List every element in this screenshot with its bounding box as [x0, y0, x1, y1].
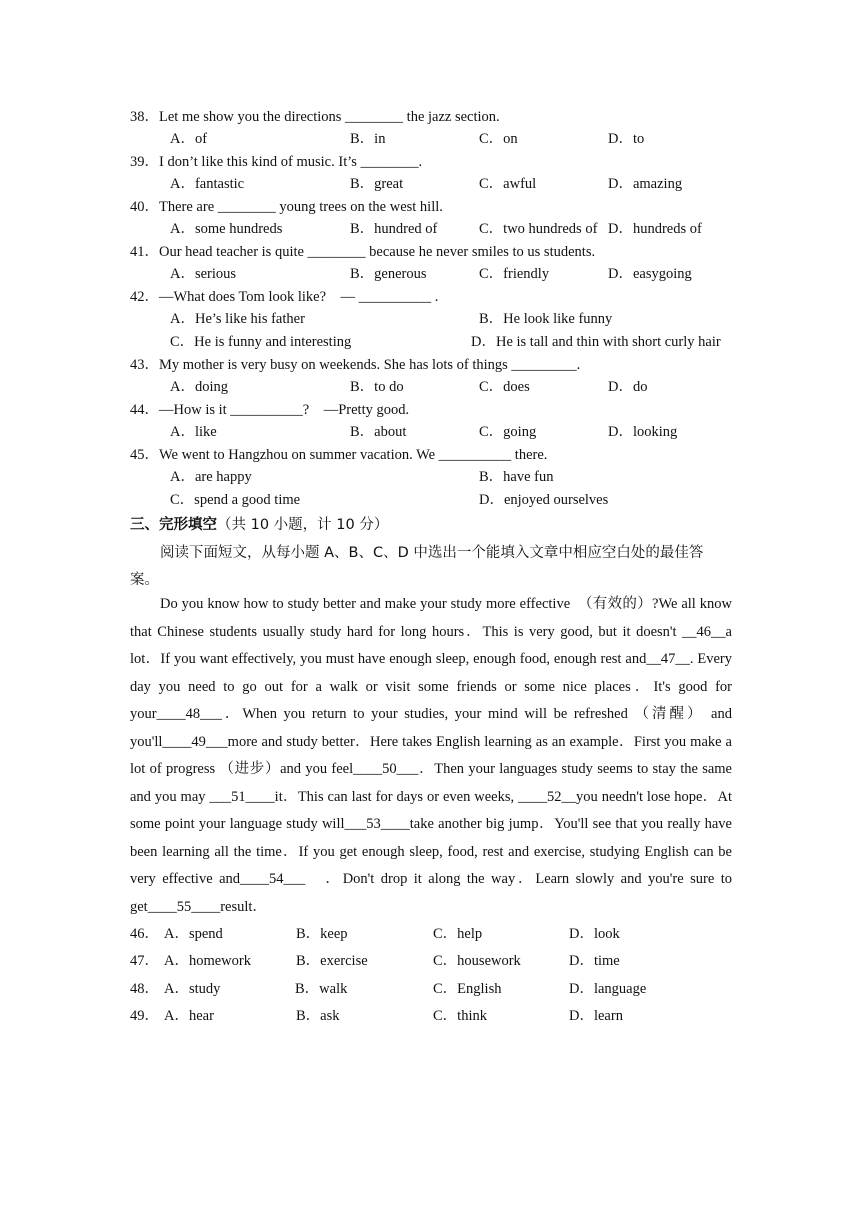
question-number: 42: [130, 289, 145, 305]
question-number: 44: [130, 402, 145, 418]
option-b: B．about: [350, 424, 407, 440]
option-d: D．do: [608, 379, 648, 395]
cloze-question-46: [130, 921, 735, 948]
option-b: B．generous: [350, 266, 427, 282]
question-43: 43．My mother is very busy on weekends. She has lots of things _________. A．doing B．to do C．does D．do: [130, 354, 735, 399]
option-a: A．are happy: [170, 469, 252, 485]
option-d: D．easygoing: [608, 266, 692, 282]
option-d: D．hundreds of: [608, 221, 702, 237]
option-a: A．like: [170, 424, 217, 440]
option-a: A．serious: [170, 266, 237, 282]
question-39: 39．I don’t like this kind of music. It’s ________. A．fantastic B．great C．awful D．amazing: [130, 151, 735, 196]
question-number: 40: [130, 199, 145, 215]
option-c: C．two hundreds of: [479, 221, 598, 237]
section-title: 三、完形填空: [130, 517, 217, 533]
option-c: C．awful: [479, 176, 537, 192]
question-number: 48．: [130, 981, 159, 997]
option-d: D．He is tall and thin with short curly hair: [471, 333, 721, 350]
option-d: D．time: [569, 953, 620, 969]
question-number: 47．: [130, 953, 159, 969]
option-a: A．homework: [164, 953, 251, 969]
section-heading: [130, 514, 388, 536]
question-45: 45．We went to Hangzhou on summer vacation. We __________ there. A．are happy B．have fun C．spend a good time D．enjoyed ourselves: [130, 444, 735, 511]
question-number: 38: [130, 109, 145, 125]
option-c: C．does: [479, 379, 530, 395]
question-number: 43: [130, 357, 145, 373]
cloze-question-47: [130, 948, 735, 975]
option-c: C．housework: [433, 953, 521, 969]
option-a: A．doing: [170, 379, 228, 395]
option-b: B．in: [350, 131, 386, 147]
question-number: 45: [130, 447, 145, 463]
question-stem: —What does Tom look like? — __________ .: [159, 289, 439, 305]
option-d: D．learn: [569, 1008, 623, 1024]
option-c: C．He is funny and interesting: [170, 333, 352, 350]
question-42: 42．—What does Tom look like? — __________ . A．He’s like his father B．He look like funny C．He is funny and interesting D．He is tall and thin with short curly hair: [130, 286, 735, 353]
option-d: D．looking: [608, 424, 678, 440]
option-b: B．He look like funny: [479, 311, 613, 327]
question-stem: There are ________ young trees on the west hill.: [159, 199, 443, 215]
question-40: 40．There are ________ young trees on the west hill. A．some hundreds B．hundred of C．two hundreds of D．hundreds of: [130, 196, 735, 241]
question-41: 41．Our head teacher is quite ________ because he never smiles to us students. A．serious B．generous C．friendly D．easygoing: [130, 241, 735, 286]
option-c: C．think: [433, 1008, 487, 1024]
option-c: C．friendly: [479, 266, 550, 282]
option-a: A．He’s like his father: [170, 311, 305, 327]
option-b: B．hundred of: [350, 221, 438, 237]
option-b: B．walk: [295, 981, 348, 997]
question-stem: Our head teacher is quite ________ because he never smiles to us students.: [159, 244, 596, 260]
option-c: C．English: [433, 981, 502, 997]
option-a: A．spend: [164, 926, 223, 942]
option-a: A．study: [164, 981, 221, 997]
option-a: A．fantastic: [170, 176, 245, 192]
option-b: B．to do: [350, 379, 404, 395]
option-b: B．great: [350, 176, 404, 192]
option-d: D．amazing: [608, 176, 683, 192]
option-d: D．language: [569, 981, 647, 997]
question-number: 49．: [130, 1008, 159, 1024]
option-d: D．look: [569, 926, 620, 942]
option-c: C．spend a good time: [170, 491, 301, 508]
option-b: B．ask: [296, 1008, 340, 1024]
option-b: B．exercise: [296, 953, 368, 969]
option-a: A．some hundreds: [170, 221, 283, 237]
section-instructions: 阅读下面短文，从每小题 A、B、C、D 中选出一个能填入文章中相应空白处的最佳答案。: [130, 545, 704, 588]
option-d: D．to: [608, 131, 645, 147]
option-a: A．hear: [164, 1008, 214, 1024]
option-c: C．help: [433, 926, 483, 942]
question-stem: My mother is very busy on weekends. She has lots of things _________.: [159, 357, 581, 373]
question-stem: I don’t like this kind of music. It’s ________.: [159, 154, 423, 170]
cloze-question-48: [130, 976, 735, 1003]
option-c: C．going: [479, 424, 537, 440]
question-stem: Let me show you the directions ________ the jazz section.: [159, 109, 500, 125]
question-38: 38．Let me show you the directions ________ the jazz section. A．of B．in C．on D．to: [130, 106, 735, 151]
question-number: 46．: [130, 926, 159, 942]
question-number: 39: [130, 154, 145, 170]
question-number: 41: [130, 244, 145, 260]
question-44: 44．—How is it __________? —Pretty good. A．like B．about C．going D．looking: [130, 399, 735, 444]
passage-text: Do you know how to study better and make your study more effective （有效的）?We all know that Chinese students usually study hard for long hours．This is very good, but it doesn't __46__a lot．If you want effectively, you must have enough sleep, enough food, enough rest and__47__. Every day you need to go out for a walk or visit some friends or some nice places．It's good for your____48___．When you return to your studies, your mind will be refreshed （清醒） and you'll____49___more and study better．Here takes English learning as an example．First you make a lot of progress （进步）and you feel____50___．Then your languages study seems to stay the same and you may ___51____it．This can last for days or even weeks, ____52__you needn't lose hope．At some point your language study will___53____take another big jump．You'll see that you really have been learning all the time．If you get enough sleep, food, rest and exercise, studying English can be very effective and____54___ ．Don't drop it along the way．Learn slowly and you're sure to get____55____result．: [130, 596, 732, 915]
cloze-passage: [130, 591, 732, 921]
question-stem: We went to Hangzhou on summer vacation. We __________ there.: [159, 447, 548, 463]
option-d: D．enjoyed ourselves: [479, 491, 609, 508]
option-b: B．have fun: [479, 469, 554, 485]
section-score: （共 10 小题，计 10 分）: [217, 517, 389, 533]
option-b: B．keep: [296, 926, 348, 942]
cloze-question-49: [130, 1003, 735, 1030]
question-stem: —How is it __________? —Pretty good.: [159, 402, 410, 418]
option-c: C．on: [479, 131, 518, 147]
option-a: A．of: [170, 131, 208, 147]
